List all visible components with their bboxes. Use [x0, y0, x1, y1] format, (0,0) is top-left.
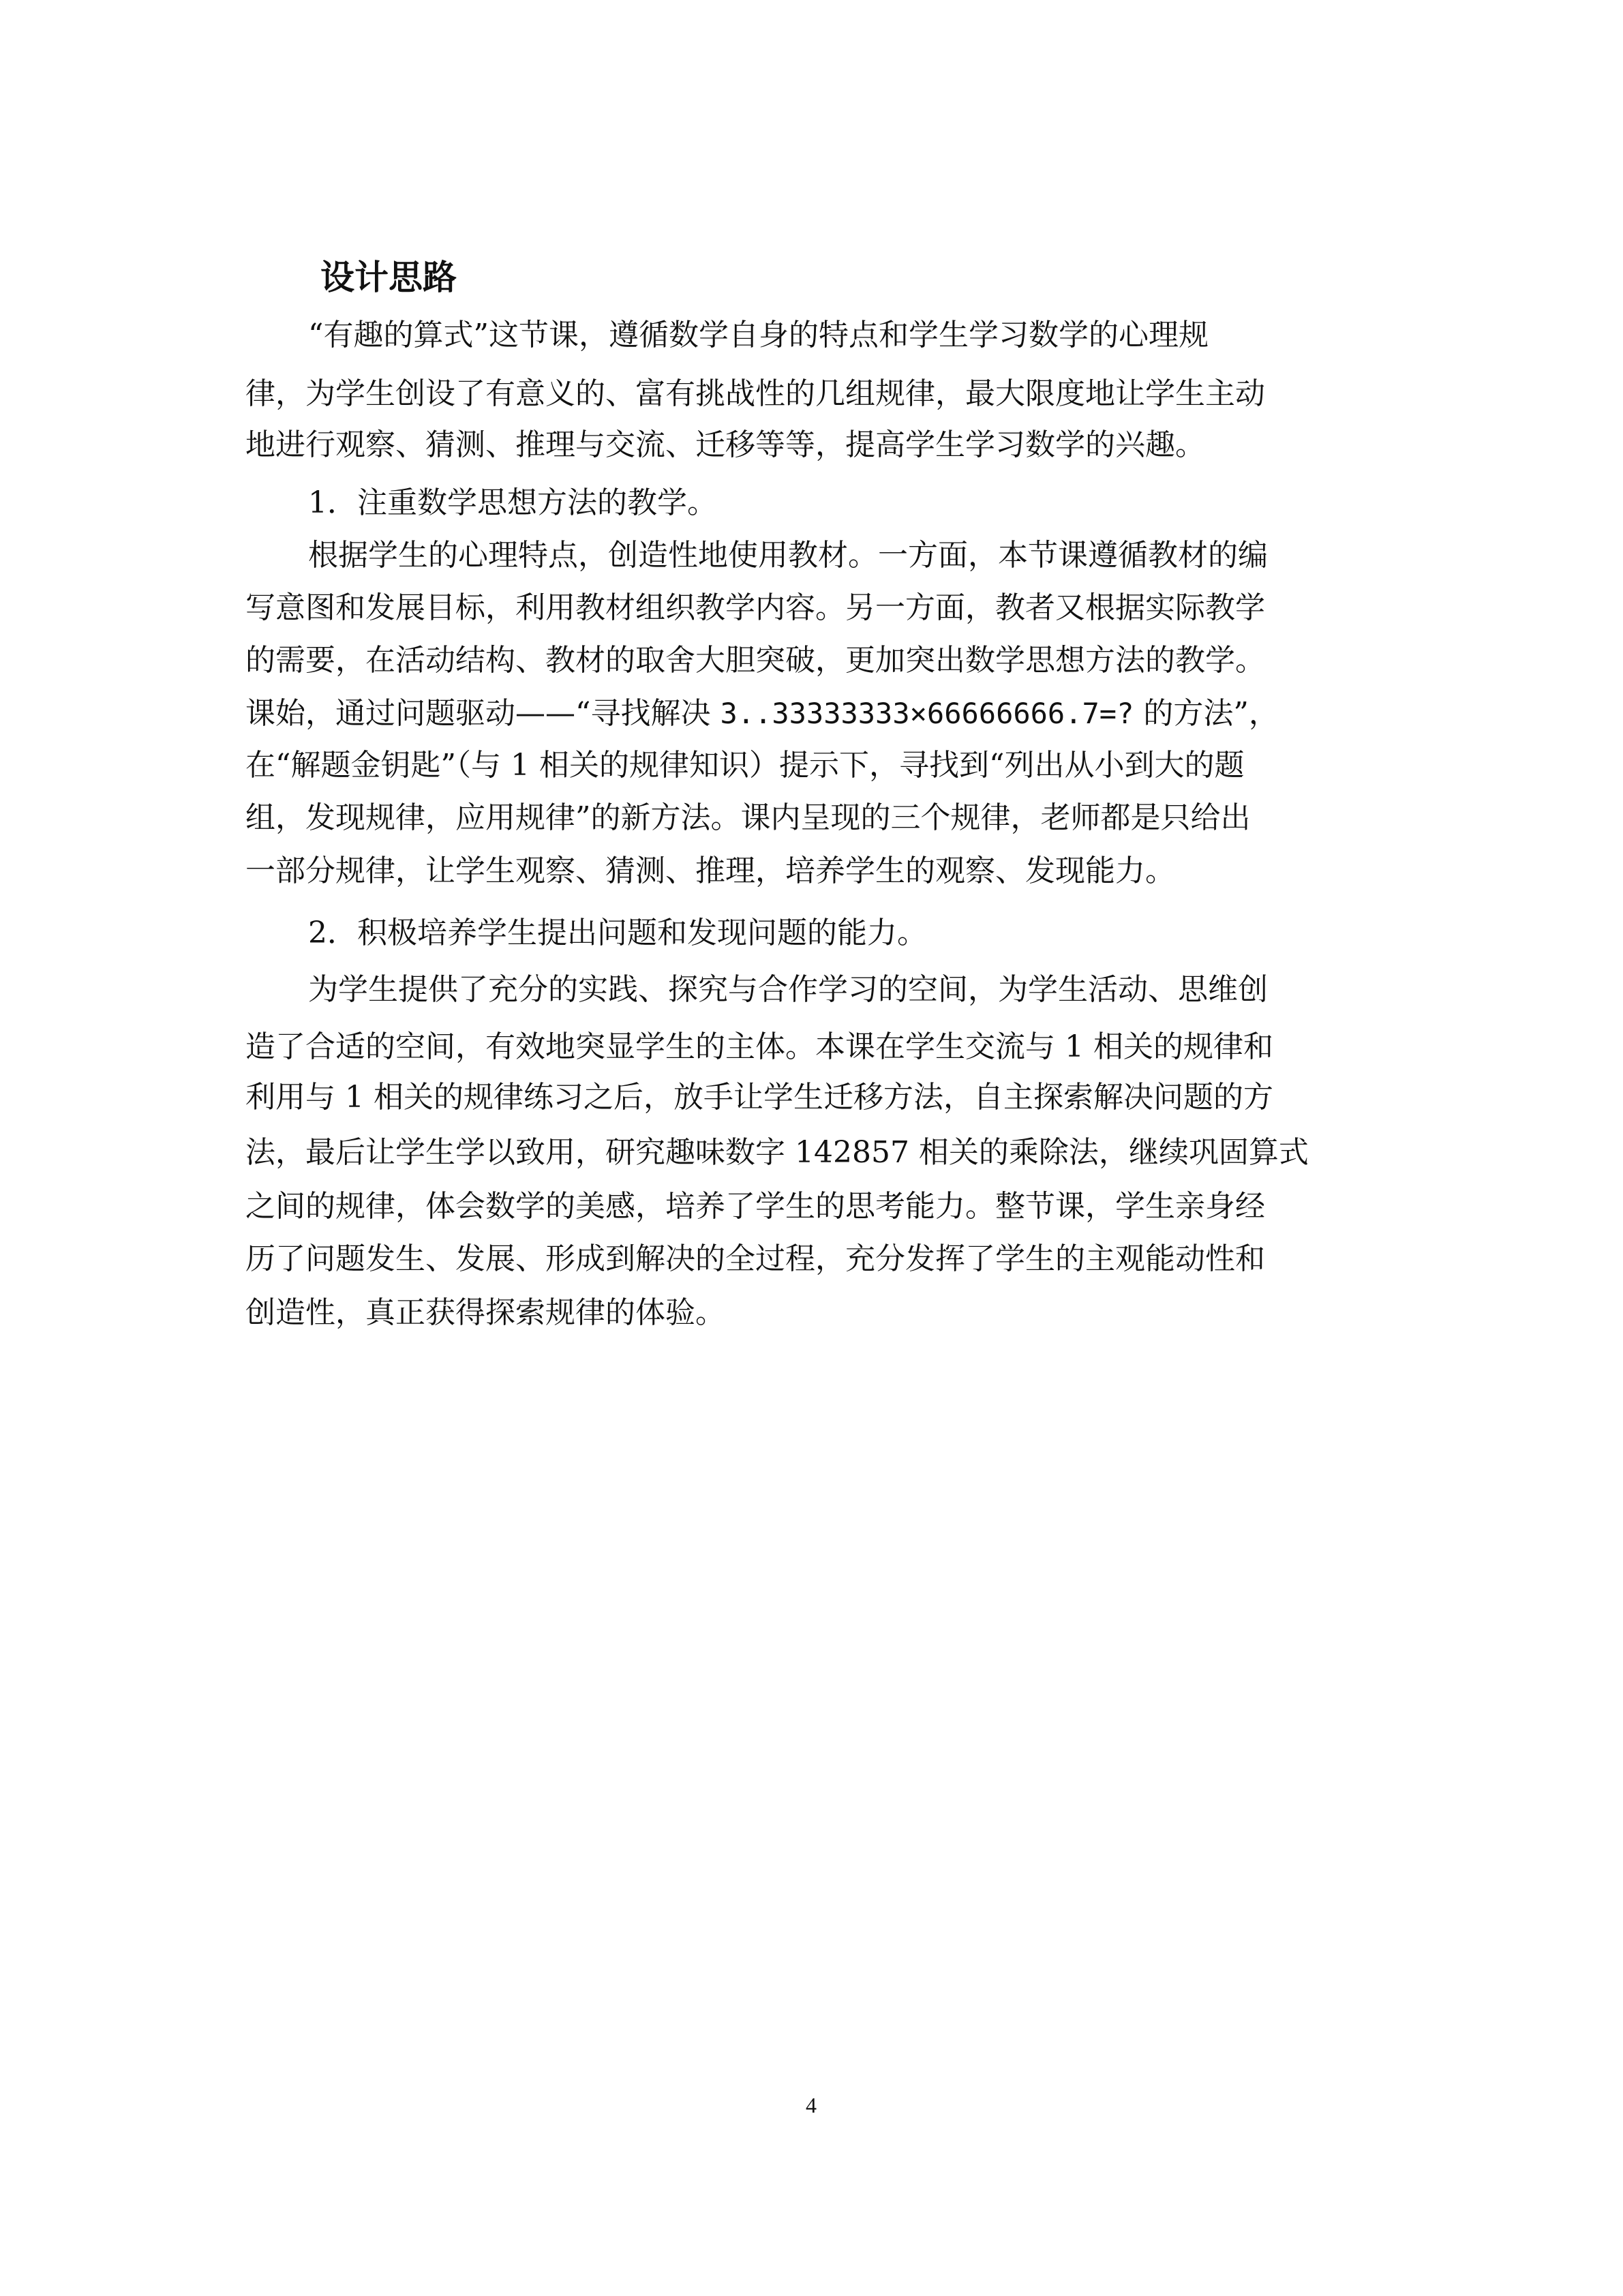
- paragraph-1-line-1: “有趣的算式”这节课，遵循数学自身的特点和学生学习数学的心理规: [308, 318, 1209, 352]
- section-heading: 设计思路: [320, 258, 457, 297]
- paragraph-1-line-3: 地进行观察、猜测、推理与交流、迁移等等，提高学生学习数学的兴趣。: [245, 427, 1205, 462]
- paragraph-2-line-5: 在“解题金钥匙”（与 1 相关的规律知识）提示下，寻找到“列出从小到大的题: [245, 748, 1245, 783]
- math-expression: 3..33333333×66666666.7=?: [720, 697, 1134, 730]
- point-2-heading: 2．积极培养学生提出问题和发现问题的能力。: [308, 916, 927, 950]
- point-1-heading: 1．注重数学思想方法的教学。: [308, 485, 717, 520]
- page-number: 4: [806, 2093, 817, 2117]
- paragraph-2-line-1: 根据学生的心理特点，创造性地使用教材。一方面，本节课遵循教材的编: [308, 538, 1268, 573]
- paragraph-2-line-4-prefix: 课始，通过问题驱动——“寻找解决: [245, 696, 721, 731]
- paragraph-3-line-3: 利用与 1 相关的规律练习之后，放手让学生迁移方法，自主探索解决问题的方: [245, 1080, 1273, 1115]
- paragraph-2-line-4: [245, 693, 1377, 734]
- paragraph-3-line-7: 创造性，真正获得探索规律的体验。: [245, 1295, 725, 1330]
- paragraph-3-line-6: 历了问题发生、发展、形成到解决的全过程，充分发挥了学生的主观能动性和: [245, 1241, 1265, 1276]
- paragraph-3-line-1: 为学生提供了充分的实践、探究与合作学习的空间，为学生活动、思维创: [308, 972, 1268, 1007]
- paragraph-3-line-4: 法，最后让学生学以致用，研究趣味数字 142857 相关的乘除法，继续巩固算式: [245, 1135, 1309, 1170]
- paragraph-1-line-2: 律，为学生创设了有意义的、富有挑战性的几组规律，最大限度地让学生主动: [245, 376, 1265, 411]
- paragraph-3-line-2: 造了合适的空间，有效地突显学生的主体。本课在学生交流与 1 相关的规律和: [245, 1029, 1273, 1064]
- paragraph-2-line-3: 的需要，在活动结构、教材的取舍大胆突破，更加突出数学思想方法的教学。: [245, 643, 1265, 678]
- paragraph-2-line-2: 写意图和发展目标，利用教材组织教学内容。另一方面，教者又根据实际教学: [245, 590, 1265, 625]
- paragraph-2-line-4-suffix: 的方法”，: [1134, 696, 1279, 731]
- paragraph-3-line-5: 之间的规律，体会数学的美感，培养了学生的思考能力。整节课，学生亲身经: [245, 1189, 1265, 1224]
- paragraph-2-line-7: 一部分规律，让学生观察、猜测、推理，培养学生的观察、发现能力。: [245, 854, 1175, 888]
- paragraph-2-line-6: 组，发现规律，应用规律”的新方法。课内呈现的三个规律，老师都是只给出: [245, 800, 1251, 835]
